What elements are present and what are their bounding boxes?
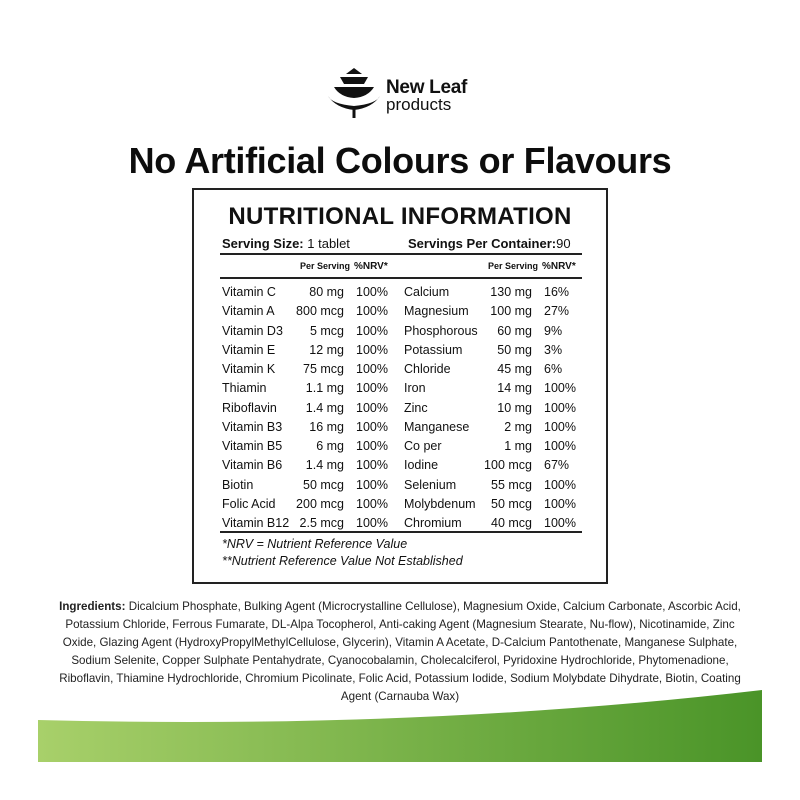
nutrient-nrv-left: 100% bbox=[356, 477, 388, 492]
nutrient-name-left: Biotin bbox=[222, 477, 254, 492]
nutrient-nrv-left: 100% bbox=[356, 362, 388, 376]
col-per-serving-left: Per Serving bbox=[300, 261, 351, 271]
footnote-nrv: *NRV = Nutrient Reference Value bbox=[222, 537, 408, 551]
nutrient-amount-right: 100 mg bbox=[490, 304, 532, 319]
brand-sub: products bbox=[386, 95, 452, 114]
nutrient-amount-left: 50 mcg bbox=[303, 477, 344, 492]
nutrient-amount-left: 16 mg bbox=[309, 419, 344, 434]
divider-mid bbox=[220, 277, 582, 279]
nutrient-name-right: Iodine bbox=[404, 458, 439, 473]
nutrient-amount-left: 75 mcg bbox=[303, 362, 344, 376]
nutrient-name-right: Magnesium bbox=[404, 304, 469, 319]
nutrient-amount-left: 1.1 mg bbox=[305, 381, 344, 396]
nutrient-nrv-right: 100% bbox=[544, 439, 576, 453]
nutrient-name-left: Folic Acid bbox=[222, 496, 276, 511]
nutrient-name-left: Vitamin E bbox=[222, 342, 276, 357]
nutrient-amount-left: 5 mcg bbox=[309, 323, 344, 338]
nutrient-amount-right: 130 mg bbox=[490, 285, 532, 299]
nutrient-name-right: Iron bbox=[404, 381, 426, 396]
nutrient-name-left: Vitamin B3 bbox=[222, 419, 283, 434]
nutrient-nrv-left: 100% bbox=[356, 516, 388, 530]
nutrition-title: NUTRITIONAL INFORMATION bbox=[228, 203, 572, 230]
nutrient-amount-left: 1.4 mg bbox=[305, 400, 344, 415]
green-wave-decoration bbox=[0, 690, 800, 800]
nutrient-nrv-left: 100% bbox=[356, 381, 388, 396]
nutrient-amount-right: 100 mcg bbox=[484, 458, 532, 473]
nutrient-nrv-right: 100% bbox=[544, 400, 576, 415]
brand-logo bbox=[328, 66, 478, 118]
brand-name: New Leaf bbox=[386, 77, 468, 98]
serving-size-value: 1 tablet bbox=[307, 236, 350, 251]
serving-size-label: Serving Size: bbox=[222, 236, 304, 251]
nutrient-nrv-right: 27% bbox=[544, 304, 570, 319]
serving-size bbox=[222, 236, 350, 251]
nutrient-name-left: Vitamin D3 bbox=[222, 323, 283, 338]
nutrient-amount-right: 14 mg bbox=[497, 381, 532, 396]
nutrient-name-left: Vitamin B6 bbox=[222, 458, 283, 473]
nutrient-amount-right: 55 mcg bbox=[491, 477, 532, 492]
nutrient-name-left: Riboflavin bbox=[222, 400, 277, 415]
divider-bottom bbox=[220, 531, 582, 533]
nutrient-nrv-right: 100% bbox=[544, 496, 576, 511]
nutrient-name-right: Potassium bbox=[404, 342, 463, 357]
nutrient-name-right: Co per bbox=[404, 439, 442, 453]
nutrient-name-left: Thiamin bbox=[222, 381, 267, 396]
nutrient-name-right: Chloride bbox=[404, 362, 451, 376]
nutrient-name-left: Vitamin A bbox=[222, 304, 275, 319]
servings-value: 90 bbox=[556, 236, 571, 251]
nutrient-nrv-right: 100% bbox=[544, 381, 576, 396]
nutrient-amount-left: 2.5 mcg bbox=[299, 516, 344, 530]
col-per-serving-right: Per Serving bbox=[488, 261, 539, 271]
col-nrv-right: %NRV* bbox=[542, 261, 576, 272]
ingredients-label: Ingredients: bbox=[59, 600, 126, 613]
nutrient-amount-right: 2 mg bbox=[504, 419, 532, 434]
nutrient-nrv-left: 100% bbox=[356, 323, 388, 338]
nutrient-amount-left: 200 mcg bbox=[296, 496, 344, 511]
nutrient-nrv-left: 100% bbox=[356, 285, 388, 299]
nutrient-amount-right: 1 mg bbox=[504, 439, 532, 453]
nutrient-amount-right: 50 mg bbox=[497, 342, 532, 357]
nutrient-nrv-right: 100% bbox=[544, 516, 576, 530]
nutrient-nrv-left: 100% bbox=[356, 304, 388, 319]
nutrient-amount-left: 12 mg bbox=[309, 342, 344, 357]
nutrient-amount-right: 45 mg bbox=[497, 362, 532, 376]
nutrient-amount-left: 6 mg bbox=[316, 439, 344, 453]
nutrient-amount-left: 1.4 mg bbox=[305, 458, 344, 473]
nutrient-name-left: Vitamin K bbox=[222, 362, 276, 376]
nutrient-nrv-left: 100% bbox=[356, 439, 388, 453]
footnote-not-established: **Nutrient Reference Value Not Established bbox=[222, 554, 463, 568]
nutrient-nrv-left: 100% bbox=[356, 400, 388, 415]
nutrient-name-left: Vitamin B12 bbox=[222, 516, 290, 530]
nutrient-name-right: Zinc bbox=[404, 400, 428, 415]
nutrient-nrv-right: 100% bbox=[544, 477, 576, 492]
nutrient-nrv-left: 100% bbox=[356, 419, 388, 434]
nutrient-nrv-right: 6% bbox=[544, 362, 563, 376]
ingredients-text: Dicalcium Phosphate, Bulking Agent (Microcrystalline Cellulose), Magnesium Oxide, Calcium Carbonate, Ascorbic Acid, Potassium Chloride, Ferrous Fumarate, DL-Alpa Tocopherol, Anti-caking Agent (Magnesium Stearate, Nu-flow), Nicotinamide, Zinc Oxide, Glazing Agent (HydroxyPropylMethylCellulose, Glycerin), Vitamin A Acetate, D-Calcium Pantothenate, Manganese Sulphate, Sodium Selenite, Copper Sulphate Pentahydrate, Cyanocobalamin, Cholecalciferol, Pyridoxine Hydrochloride, Phytomenadione, Riboflavin, Thiamine Hydrochloride, Chromium Picolinate, Folic Acid, Potassium Iodide, Sodium Molybdate Dihydrate, Biotin, Coating Agent (Carnauba Wax) bbox=[59, 600, 741, 703]
nutrient-name-left: Vitamin C bbox=[222, 285, 276, 299]
nutrient-nrv-right: 3% bbox=[544, 342, 563, 357]
nutrient-name-right: Chromium bbox=[404, 516, 462, 530]
divider-top bbox=[220, 253, 582, 255]
nutrient-amount-right: 50 mcg bbox=[491, 496, 532, 511]
nutrient-nrv-left: 100% bbox=[356, 458, 388, 473]
nutrient-amount-right: 60 mg bbox=[497, 323, 532, 338]
nutrient-amount-right: 10 mg bbox=[497, 400, 532, 415]
nutrient-amount-left: 80 mg bbox=[309, 285, 344, 299]
nutrient-name-right: Calcium bbox=[404, 285, 450, 299]
nutrient-nrv-left: 100% bbox=[356, 496, 388, 511]
nutrient-amount-right: 40 mcg bbox=[491, 516, 532, 530]
nutrient-name-right: Selenium bbox=[404, 477, 457, 492]
nutrient-nrv-right: 16% bbox=[544, 285, 570, 299]
nutrient-name-right: Manganese bbox=[404, 419, 470, 434]
nutrient-name-right: Molybdenum bbox=[404, 496, 476, 511]
nutrient-nrv-right: 67% bbox=[544, 458, 570, 473]
nutrient-amount-left: 800 mcg bbox=[296, 304, 344, 319]
nutrient-name-right: Phosphorous bbox=[404, 323, 478, 338]
leaf-stack-icon bbox=[328, 66, 380, 118]
nutrient-name-left: Vitamin B5 bbox=[222, 439, 283, 453]
nutrient-nrv-right: 9% bbox=[544, 323, 563, 338]
nutrition-panel bbox=[192, 188, 608, 584]
page-title: No Artificial Colours or Flavours bbox=[128, 140, 672, 181]
col-nrv-left: %NRV* bbox=[354, 261, 388, 272]
nutrient-nrv-left: 100% bbox=[356, 342, 388, 357]
nutrient-nrv-right: 100% bbox=[544, 419, 576, 434]
servings-label: Servings Per Container: bbox=[408, 236, 557, 251]
servings-per-container bbox=[408, 236, 571, 251]
